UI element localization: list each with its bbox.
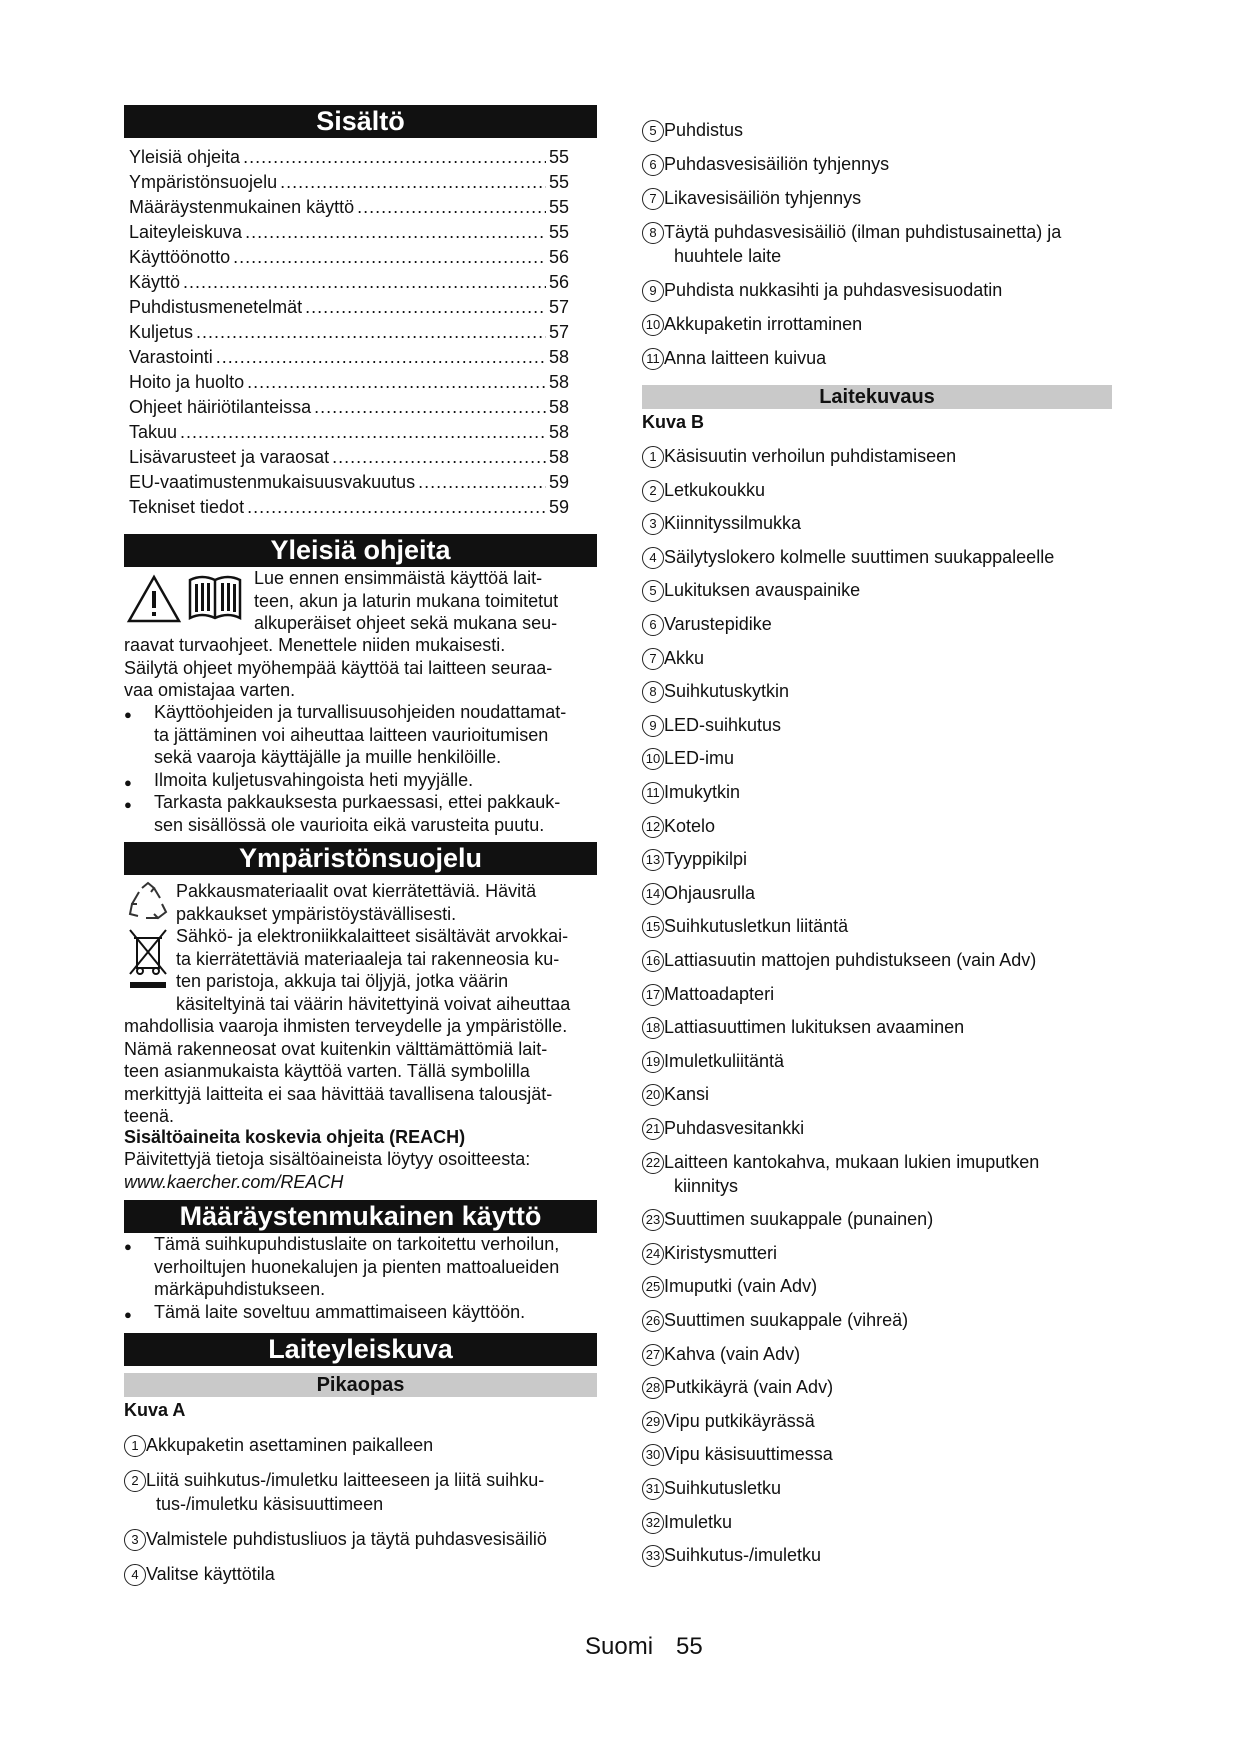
bullet-line: verhoiltujen huonekalujen ja pienten mattoalueiden	[154, 1256, 560, 1277]
bullet-line: Tämä suihkupuhdistuslaite on tarkoitettu verhoilun,	[154, 1234, 560, 1254]
item-label: Letkukoukku	[664, 479, 766, 500]
bullet-item	[124, 791, 597, 836]
item-number-badge: 24	[642, 1243, 664, 1265]
item-number-badge: 26	[642, 1310, 664, 1332]
item-label: Putkikäyrä (vain Adv)	[664, 1377, 834, 1398]
numbered-item	[642, 948, 1118, 972]
item-number-badge: 28	[642, 1377, 664, 1399]
toc-entry-page: 58	[548, 447, 569, 467]
toc-entry-page: 59	[548, 472, 569, 492]
numbered-item	[642, 152, 1118, 176]
toc-entry-page: 59	[548, 497, 569, 517]
toc-entry-label: Hoito ja huolto	[129, 372, 245, 392]
item-number-badge: 19	[642, 1051, 664, 1073]
manual-book-icon	[186, 572, 244, 624]
item-number-badge: 5	[642, 580, 664, 602]
item-number-badge: 9	[642, 280, 664, 302]
item-label: Varustepidike	[664, 614, 772, 634]
text-line: Säilytä ohjeet myöhempää käyttöä tai laitteen seuraa-	[124, 657, 553, 678]
item-label: Puhdasvesisäiliön tyhjennys	[664, 154, 890, 174]
item-label: Imuputki (vain Adv)	[664, 1276, 818, 1297]
item-label: Laitteen kantokahva, mukaan lukien imuputken	[664, 1151, 1040, 1172]
item-label: Tyyppikilpi	[664, 849, 748, 870]
item-number-badge: 13	[642, 849, 664, 871]
item-number-badge: 21	[642, 1118, 664, 1140]
toc-entry[interactable]	[129, 145, 569, 169]
item-label: Suihkutus-/imuletku	[664, 1545, 822, 1566]
toc-leader-dots	[233, 245, 546, 269]
bullet-item	[124, 1233, 597, 1301]
item-label: Lattiasuutin mattojen puhdistukseen (vain Adv)	[664, 950, 1037, 970]
item-number-badge: 30	[642, 1444, 664, 1466]
item-label: Imukytkin	[664, 782, 741, 802]
numbered-item	[642, 1375, 1118, 1399]
bullet-dot: ●	[124, 774, 132, 790]
toc-entry-label: Lisävarusteet ja varaosat	[129, 447, 330, 467]
intro-line: teen, akun ja laturin mukana toimitetut	[254, 590, 559, 611]
item-number-badge: 1	[124, 1435, 146, 1457]
toc-leader-dots	[357, 195, 546, 219]
item-label: Puhdistus	[664, 120, 744, 140]
toc-entry[interactable]	[129, 395, 569, 419]
environment-heading: Ympäristönsuojelu	[124, 842, 597, 875]
numbered-item	[642, 1409, 1118, 1433]
item-number-badge: 27	[642, 1344, 664, 1366]
item-number-badge: 29	[642, 1411, 664, 1433]
toc-entry-label: Takuu	[129, 422, 178, 442]
toc-entry-label: Laiteyleiskuva	[129, 222, 243, 242]
text-line: Nämä rakenneosat ovat kuitenkin välttämättömiä lait-	[124, 1038, 548, 1059]
toc-leader-dots	[280, 170, 546, 194]
weee-bin-icon	[126, 926, 170, 992]
numbered-item	[642, 118, 1118, 142]
intended-use-heading: Määräystenmukainen käyttö	[124, 1200, 597, 1233]
toc-entry[interactable]	[129, 170, 569, 194]
weee-line: käsiteltyinä tai väärin hävitettyinä voivat aiheuttaa	[176, 993, 571, 1014]
item-number-badge: 7	[642, 188, 664, 210]
item-label: Kahva (vain Adv)	[664, 1343, 801, 1364]
intro-line: alkuperäiset ohjeet sekä mukana seu-	[254, 613, 558, 633]
item-label: Ohjausrulla	[664, 882, 756, 903]
toc-entry-label: Kuljetus	[129, 322, 194, 342]
text-line: raavat turvaohjeet. Menettele niiden mukaisesti.	[124, 635, 506, 655]
numbered-item	[642, 1543, 1118, 1567]
toc-entry-label: Käyttöönotto	[129, 247, 231, 267]
item-number-badge: 8	[642, 222, 664, 244]
toc-entry[interactable]	[129, 495, 569, 519]
numbered-item	[642, 1274, 1118, 1298]
numbered-item	[642, 780, 1118, 804]
toc-entry-label: Ohjeet häiriötilanteissa	[129, 397, 312, 417]
item-label: Säilytyslokero kolmelle suuttimen suukappaleelle	[664, 546, 1055, 567]
item-label: Suihkutusletku	[664, 1478, 782, 1498]
numbered-item	[642, 511, 1118, 535]
item-label: LED-suihkutus	[664, 714, 782, 735]
item-number-badge: 10	[642, 748, 664, 770]
item-label: Lukituksen avauspainike	[664, 580, 861, 601]
weee-line: ten paristoja, akkuja tai öljyjä, jotka väärin	[176, 971, 509, 991]
item-label: Liitä suihkutus-/imuletku laitteeseen ja liitä suihku-	[146, 1470, 545, 1490]
footer-language: Suomi	[585, 1633, 654, 1660]
toc-leader-dots	[305, 295, 546, 319]
item-label: Täytä puhdasvesisäiliö (ilman puhdistusainetta) ja	[664, 222, 1062, 242]
item-label: Suuttimen suukappale (vihreä)	[664, 1310, 909, 1330]
bullet-text	[154, 769, 597, 792]
item-label: Anna laitteen kuivua	[664, 348, 827, 368]
item-label: Kansi	[664, 1084, 710, 1105]
bullet-item	[124, 701, 597, 769]
toc-entry[interactable]	[129, 420, 569, 444]
item-number-badge: 8	[642, 681, 664, 703]
recycle-icon	[126, 880, 170, 924]
numbered-item	[642, 1150, 1118, 1198]
numbered-item	[124, 1562, 597, 1586]
toc-leader-dots	[332, 445, 546, 469]
numbered-item	[642, 1082, 1118, 1106]
numbered-item	[124, 1468, 597, 1516]
numbered-item	[642, 646, 1118, 670]
item-number-badge: 11	[642, 782, 664, 804]
device-description-heading: Laitekuvaus	[642, 385, 1112, 409]
item-number-badge: 2	[124, 1470, 146, 1492]
bullet-line: Tarkasta pakkauksesta purkaessasi, ettei pakkauk-	[154, 792, 561, 812]
item-label: Kotelo	[664, 815, 716, 836]
numbered-item	[642, 982, 1118, 1006]
item-number-badge: 33	[642, 1545, 664, 1567]
toc-entry-page: 55	[548, 222, 569, 242]
toc-heading: Sisältö	[124, 105, 597, 138]
numbered-item	[642, 1049, 1118, 1073]
toc-entry[interactable]	[129, 245, 569, 269]
numbered-item	[642, 444, 1118, 468]
item-label: Mattoadapteri	[664, 983, 775, 1004]
item-number-badge: 16	[642, 950, 664, 972]
bullet-line: märkäpuhdistukseen.	[154, 1279, 326, 1299]
weee-line: Sähkö- ja elektroniikkalaitteet sisältävät arvokkai-	[176, 926, 569, 946]
bullet-item	[124, 1301, 597, 1324]
general-heading: Yleisiä ohjeita	[124, 534, 597, 567]
numbered-item	[642, 312, 1118, 336]
numbered-item	[642, 1015, 1118, 1039]
toc-entry[interactable]	[129, 270, 569, 294]
item-number-badge: 18	[642, 1017, 664, 1039]
intro-line: Lue ennen ensimmäistä käyttöä lait-	[254, 568, 543, 588]
item-label: Akkupaketin irrottaminen	[664, 314, 863, 334]
item-number-badge: 14	[642, 883, 664, 905]
item-label: Likavesisäiliön tyhjennys	[664, 188, 862, 208]
text-line: mahdollisia vaaroja ihmisten terveydelle ja ympäristölle.	[124, 1016, 568, 1036]
numbered-item	[642, 713, 1118, 737]
numbered-item	[642, 1241, 1118, 1265]
item-label: Akkupaketin asettaminen paikalleen	[146, 1435, 434, 1455]
numbered-item	[642, 679, 1118, 703]
figure-b-label: Kuva B	[642, 412, 705, 432]
toc-leader-dots	[216, 345, 546, 369]
toc-leader-dots	[196, 320, 546, 344]
toc-leader-dots	[183, 270, 546, 294]
item-number-badge: 5	[642, 120, 664, 142]
item-label: LED-imu	[664, 748, 735, 769]
toc-entry-page: 57	[548, 297, 569, 317]
item-number-badge: 3	[124, 1529, 146, 1551]
toc-entry-label: Tekniset tiedot	[129, 497, 245, 517]
bullet-line: ta jättäminen voi aiheuttaa laitteen vaurioitumisen	[154, 724, 549, 745]
bullet-dot: ●	[124, 707, 132, 722]
item-number-badge: 23	[642, 1209, 664, 1231]
reach-url[interactable]: www.kaercher.com/REACH	[124, 1172, 344, 1192]
item-number-badge: 6	[642, 614, 664, 636]
toc-entry-label: Yleisiä ohjeita	[129, 147, 241, 167]
bullet-line: sekä vaaroja käyttäjälle ja muille henkilöille.	[154, 747, 502, 767]
item-label: Suuttimen suukappale (punainen)	[664, 1209, 934, 1230]
item-number-badge: 32	[642, 1512, 664, 1534]
numbered-item	[642, 220, 1118, 268]
bullet-text	[154, 791, 597, 836]
item-label: Puhdista nukkasihti ja puhdasvesisuodatin	[664, 280, 1003, 300]
item-number-badge: 15	[642, 916, 664, 938]
figure-a-label: Kuva A	[124, 1400, 186, 1420]
toc-leader-dots	[247, 495, 546, 519]
item-number-badge: 4	[642, 547, 664, 569]
item-number-badge: 12	[642, 816, 664, 838]
item-number-badge: 11	[642, 348, 664, 370]
text-line: teenä.	[124, 1106, 175, 1126]
toc-entry[interactable]	[129, 370, 569, 394]
toc-leader-dots	[418, 470, 546, 494]
numbered-item	[642, 612, 1118, 636]
toc-entry-label: Käyttö	[129, 272, 181, 292]
item-label: Vipu putkikäyrässä	[664, 1410, 815, 1431]
toc-entry-page: 56	[548, 247, 569, 267]
item-label: Kiristysmutteri	[664, 1242, 778, 1263]
bullet-text	[154, 1301, 597, 1324]
bullet-dot: ●	[124, 797, 132, 812]
footer-page-number: 55	[676, 1633, 703, 1660]
numbered-item	[642, 1308, 1118, 1332]
numbered-item	[642, 914, 1118, 938]
toc-entry[interactable]	[129, 320, 569, 344]
numbered-item	[642, 814, 1118, 838]
recycle-line: Pakkausmateriaalit ovat kierrätettäviä. Hävitä	[176, 881, 537, 901]
bullet-line: Ilmoita kuljetusvahingoista heti myyjälle.	[154, 769, 474, 790]
numbered-item	[642, 1476, 1118, 1500]
text-line: teen asianmukaista käyttöä varten. Tällä symbolilla	[124, 1061, 530, 1081]
item-number-badge: 6	[642, 154, 664, 176]
toc-entry-label: EU-vaatimustenmukaisuusvakuutus	[129, 472, 416, 492]
text-line: vaa omistajaa varten.	[124, 680, 296, 700]
numbered-item	[642, 746, 1118, 770]
numbered-item	[642, 881, 1118, 905]
item-label: Akku	[664, 647, 705, 668]
item-label: Suihkutusletkun liitäntä	[664, 916, 849, 937]
numbered-item	[642, 1510, 1118, 1534]
text-line: merkittyjä laitteita ei saa hävittää tavallisena talousjät-	[124, 1083, 553, 1104]
numbered-item	[642, 478, 1118, 502]
item-label: Vipu käsisuuttimessa	[664, 1444, 833, 1465]
toc-leader-dots	[245, 220, 546, 244]
numbered-item	[642, 1342, 1118, 1366]
bullet-text	[154, 701, 597, 769]
numbered-item	[642, 346, 1118, 370]
toc-entry-page: 55	[548, 172, 569, 192]
toc-entry-label: Ympäristönsuojelu	[129, 172, 278, 192]
item-label-cont: kiinnitys	[674, 1175, 739, 1196]
toc-entry-page: 58	[548, 372, 569, 392]
warning-icon	[126, 574, 182, 624]
numbered-item	[642, 847, 1118, 871]
numbered-item	[642, 278, 1118, 302]
quick-guide-heading: Pikaopas	[124, 1373, 597, 1397]
item-number-badge: 20	[642, 1084, 664, 1106]
item-number-badge: 22	[642, 1152, 664, 1174]
item-number-badge: 1	[642, 446, 664, 468]
item-label: Valmistele puhdistusliuos ja täytä puhdasvesisäiliö	[146, 1529, 547, 1549]
recycle-line: pakkaukset ympäristöystävällisesti.	[176, 903, 457, 924]
numbered-item	[124, 1527, 597, 1551]
item-label-cont: huuhtele laite	[674, 246, 782, 266]
bullet-item	[124, 769, 597, 792]
bullet-line: Tämä laite soveltuu ammattimaiseen käyttöön.	[154, 1301, 526, 1322]
item-number-badge: 7	[642, 648, 664, 670]
numbered-item	[642, 1442, 1118, 1466]
reach-title: Sisältöaineita koskevia ohjeita (REACH)	[124, 1127, 466, 1147]
item-number-badge: 25	[642, 1276, 664, 1298]
item-label: Imuletku	[664, 1511, 733, 1532]
numbered-item	[642, 1116, 1118, 1140]
numbered-item	[642, 578, 1118, 602]
item-number-badge: 9	[642, 715, 664, 737]
bullet-line: Käyttöohjeiden ja turvallisuusohjeiden noudattamat-	[154, 702, 567, 722]
item-label: Valitse käyttötila	[146, 1564, 275, 1584]
toc-leader-dots	[314, 395, 546, 419]
numbered-item	[124, 1433, 597, 1457]
overview-heading: Laiteyleiskuva	[124, 1333, 597, 1366]
toc-entry[interactable]	[129, 345, 569, 369]
bullet-dot: ●	[124, 1239, 132, 1254]
item-label: Käsisuutin verhoilun puhdistamiseen	[664, 446, 957, 466]
toc-entry[interactable]	[129, 195, 569, 219]
item-label: Puhdasvesitankki	[664, 1118, 805, 1138]
toc-entry-page: 55	[548, 147, 569, 167]
bullet-text	[154, 1233, 597, 1301]
numbered-item	[642, 545, 1118, 569]
toc-leader-dots	[243, 145, 546, 169]
item-label: Lattiasuuttimen lukituksen avaaminen	[664, 1017, 965, 1038]
toc-entry-label: Määräystenmukainen käyttö	[129, 197, 355, 217]
item-number-badge: 3	[642, 513, 664, 535]
numbered-item	[642, 186, 1118, 210]
item-label: Suihkutuskytkin	[664, 681, 790, 702]
toc-entry-page: 58	[548, 397, 569, 417]
item-label-cont: tus-/imuletku käsisuuttimeen	[156, 1494, 384, 1514]
item-label: Kiinnityssilmukka	[664, 513, 802, 534]
item-number-badge: 17	[642, 984, 664, 1006]
numbered-item	[642, 1207, 1118, 1231]
toc-entry-label: Varastointi	[129, 347, 213, 367]
toc-entry[interactable]	[129, 470, 569, 494]
item-number-badge: 31	[642, 1478, 664, 1500]
toc-entry-page: 57	[548, 322, 569, 342]
toc-entry-page: 58	[548, 347, 569, 367]
toc-leader-dots	[180, 420, 546, 444]
weee-line: ta kierrätettäviä materiaaleja tai rakenneosia ku-	[176, 948, 560, 969]
bullet-dot: ●	[124, 1306, 132, 1322]
toc-entry[interactable]	[129, 220, 569, 244]
item-number-badge: 2	[642, 480, 664, 502]
item-number-badge: 10	[642, 314, 664, 336]
toc-entry-label: Puhdistusmenetelmät	[129, 297, 303, 317]
toc-entry[interactable]	[129, 445, 569, 469]
reach-text: Päivitettyjä tietoja sisältöaineista löytyy osoitteesta:	[124, 1149, 531, 1169]
item-label: Imuletkuliitäntä	[664, 1050, 785, 1071]
bullet-line: sen sisällössä ole vaurioita eikä varusteita puutu.	[154, 814, 545, 835]
toc-entry-page: 55	[548, 197, 569, 217]
toc-entry[interactable]	[129, 295, 569, 319]
toc-entry-page: 58	[548, 422, 569, 442]
toc-leader-dots	[247, 370, 546, 394]
item-number-badge: 4	[124, 1564, 146, 1586]
toc-entry-page: 56	[548, 272, 569, 292]
